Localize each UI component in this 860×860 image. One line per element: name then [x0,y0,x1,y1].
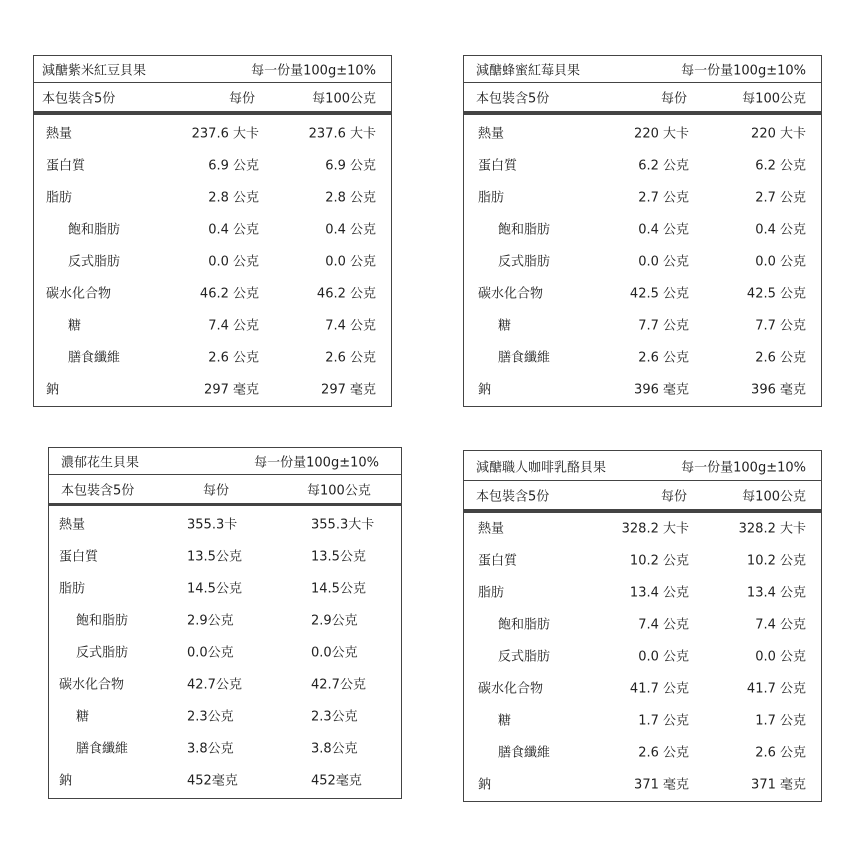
nutrient-row-trans-fat [34,244,391,276]
nutrient-row-sugar [49,699,401,731]
per-100g-value: 42.5 公克 [746,286,806,302]
per-serving-value: 0.0 公克 [208,254,259,270]
nutrient-row-calories [34,116,391,148]
per-serving-value: 396 毫克 [634,382,689,398]
per-100g-header: 每100公克 [312,91,376,106]
nutrient-name: 膳食纖維 [68,350,121,366]
nutrient-row-protein [34,148,391,180]
nutrient-name: 熱量 [59,517,86,533]
per-serving-value: 13.4 公克 [629,585,689,601]
nutrient-row-sodium [34,372,391,404]
per-serving-value: 0.0 公克 [638,649,689,665]
per-100g-value: 2.8 公克 [325,190,376,206]
nutrient-row-dietary-fiber [464,340,821,372]
per-100g-value: 396 毫克 [751,382,806,398]
per-100g-value: 41.7 公克 [746,681,806,697]
per-100g-value: 2.3公克 [311,709,358,725]
per-100g-value: 355.3大卡 [311,517,375,533]
nutrient-row-calories [464,511,821,543]
nutrient-row-sodium [464,767,821,799]
nutrient-name: 反式脂肪 [76,645,129,661]
product-title: 濃郁花生貝果 [61,455,140,471]
per-100g-value: 297 毫克 [321,382,376,398]
per-serving-value: 7.7 公克 [638,318,689,334]
per-serving-value: 2.6 公克 [208,350,259,366]
nutrient-name: 脂肪 [478,585,505,601]
package-servings: 本包裝含5份 [61,483,135,498]
nutrient-row-sugar [464,308,821,340]
column-header-row [464,82,821,112]
per-100g-value: 0.0公克 [311,645,358,661]
per-serving-value: 2.9公克 [187,613,234,629]
nutrient-name: 飽和脂肪 [498,617,551,633]
nutrient-name: 脂肪 [46,190,73,206]
per-100g-value: 0.4 公克 [325,222,376,238]
nutrient-row-sugar [34,308,391,340]
serving-size: 每一份量100g±10% [681,460,806,475]
per-serving-value: 2.6 公克 [638,350,689,366]
per-100g-value: 46.2 公克 [316,286,376,302]
nutrient-row-calories [464,116,821,148]
per-serving-value: 6.9 公克 [208,158,259,174]
nutrient-row-carbohydrate [34,276,391,308]
per-100g-value: 2.6 公克 [325,350,376,366]
nutrient-row-saturated-fat [49,603,401,635]
nutrition-panel-1 [33,55,392,407]
per-100g-value: 2.6 公克 [755,350,806,366]
nutrient-row-fat [34,180,391,212]
package-servings: 本包裝含5份 [476,91,550,106]
per-100g-value: 237.6 大卡 [308,126,376,142]
per-100g-value: 7.4 公克 [755,617,806,633]
per-100g-value: 0.0 公克 [755,254,806,270]
title-row [34,56,391,83]
title-row [464,56,821,83]
per-serving-header: 每份 [661,91,688,106]
nutrient-name: 碳水化合物 [59,677,125,693]
nutrient-name: 脂肪 [478,190,505,206]
per-serving-value: 10.2 公克 [629,553,689,569]
per-serving-value: 0.0 公克 [638,254,689,270]
per-100g-value: 328.2 大卡 [738,521,806,537]
per-serving-value: 2.8 公克 [208,190,259,206]
nutrient-name: 糖 [76,709,90,725]
column-header-row [34,82,391,112]
per-serving-value: 42.5 公克 [629,286,689,302]
product-title: 減醣職人咖啡乳酪貝果 [476,460,607,475]
nutrient-name: 飽和脂肪 [498,222,551,238]
per-serving-value: 371 毫克 [634,777,689,793]
per-100g-value: 14.5公克 [311,581,366,597]
per-serving-value: 41.7 公克 [629,681,689,697]
per-100g-value: 10.2 公克 [746,553,806,569]
per-serving-value: 42.7公克 [187,677,242,693]
per-serving-value: 355.3卡 [187,517,238,533]
per-100g-value: 371 毫克 [751,777,806,793]
per-100g-value: 0.4 公克 [755,222,806,238]
column-header-row [464,480,821,510]
nutrient-name: 蛋白質 [46,158,86,174]
nutrient-name: 碳水化合物 [478,681,544,697]
per-serving-header: 每份 [661,489,688,504]
nutrient-name: 飽和脂肪 [68,222,121,238]
nutrient-row-carbohydrate [49,667,401,699]
nutrient-name: 脂肪 [59,581,86,597]
per-serving-value: 7.4 公克 [208,318,259,334]
per-serving-value: 2.6 公克 [638,745,689,761]
per-100g-header: 每100公克 [742,91,806,106]
nutrient-row-saturated-fat [464,212,821,244]
nutrient-row-protein [49,539,401,571]
per-serving-value: 452毫克 [187,773,238,789]
nutrient-row-dietary-fiber [34,340,391,372]
package-servings: 本包裝含5份 [476,489,550,504]
nutrient-name: 糖 [498,318,512,334]
nutrient-row-fat [49,571,401,603]
nutrient-name: 鈉 [478,382,492,398]
per-serving-value: 2.3公克 [187,709,234,725]
nutrition-panel-2 [463,55,822,407]
nutrient-row-sugar [464,703,821,735]
per-100g-value: 2.9公克 [311,613,358,629]
header-separator [464,112,821,115]
header-separator [34,112,391,115]
nutrient-name: 鈉 [46,382,60,398]
nutrient-row-carbohydrate [464,276,821,308]
product-title: 減醣蜂蜜紅莓貝果 [476,63,581,79]
nutrition-panel-4 [463,450,822,802]
nutrient-row-carbohydrate [464,671,821,703]
serving-size: 每一份量100g±10% [681,63,806,79]
per-100g-value: 2.6 公克 [755,745,806,761]
nutrient-name: 反式脂肪 [498,649,551,665]
per-100g-value: 6.2 公克 [755,158,806,174]
per-100g-value: 2.7 公克 [755,190,806,206]
nutrient-row-calories [49,507,401,539]
nutrient-name: 鈉 [59,773,73,789]
per-100g-value: 7.7 公克 [755,318,806,334]
nutrition-panel-3 [48,447,402,799]
per-serving-value: 328.2 大卡 [621,521,689,537]
nutrient-row-trans-fat [464,244,821,276]
nutrient-name: 熱量 [478,521,505,537]
nutrient-row-trans-fat [464,639,821,671]
title-row [49,448,401,475]
per-serving-value: 3.8公克 [187,741,234,757]
package-servings: 本包裝含5份 [42,91,116,106]
per-100g-value: 220 大卡 [751,126,806,142]
per-serving-value: 7.4 公克 [638,617,689,633]
per-serving-value: 237.6 大卡 [191,126,259,142]
per-serving-value: 2.7 公克 [638,190,689,206]
product-title: 減醣紫米紅豆貝果 [42,63,147,79]
per-serving-value: 0.4 公克 [208,222,259,238]
per-100g-value: 13.5公克 [311,549,366,565]
header-separator [49,503,401,506]
nutrient-name: 反式脂肪 [68,254,121,270]
per-serving-header: 每份 [229,91,256,106]
nutrient-name: 蛋白質 [59,549,99,565]
per-100g-value: 13.4 公克 [746,585,806,601]
per-100g-value: 1.7 公克 [755,713,806,729]
per-serving-value: 297 毫克 [204,382,259,398]
nutrient-row-dietary-fiber [49,731,401,763]
nutrient-name: 膳食纖維 [498,745,551,761]
nutrient-name: 飽和脂肪 [76,613,129,629]
nutrient-row-protein [464,148,821,180]
title-row [464,451,821,481]
nutrient-name: 蛋白質 [478,158,518,174]
per-serving-value: 0.4 公克 [638,222,689,238]
per-serving-value: 1.7 公克 [638,713,689,729]
per-100g-value: 7.4 公克 [325,318,376,334]
per-serving-value: 13.5公克 [187,549,242,565]
nutrient-row-protein [464,543,821,575]
nutrient-row-trans-fat [49,635,401,667]
nutrient-row-fat [464,180,821,212]
per-100g-header: 每100公克 [307,483,371,498]
nutrient-name: 熱量 [46,126,73,142]
nutrient-name: 糖 [498,713,512,729]
nutrient-name: 碳水化合物 [46,286,112,302]
per-100g-value: 42.7公克 [311,677,366,693]
nutrient-name: 鈉 [478,777,492,793]
nutrient-row-dietary-fiber [464,735,821,767]
per-serving-value: 6.2 公克 [638,158,689,174]
per-serving-value: 220 大卡 [634,126,689,142]
nutrient-name: 碳水化合物 [478,286,544,302]
nutrient-row-sodium [464,372,821,404]
nutrient-name: 膳食纖維 [76,741,129,757]
per-100g-value: 452毫克 [311,773,362,789]
serving-size: 每一份量100g±10% [251,63,376,79]
nutrient-name: 膳食纖維 [498,350,551,366]
nutrient-name: 反式脂肪 [498,254,551,270]
per-serving-value: 14.5公克 [187,581,242,597]
per-serving-value: 0.0公克 [187,645,234,661]
per-100g-value: 0.0 公克 [325,254,376,270]
per-100g-value: 6.9 公克 [325,158,376,174]
nutrient-name: 蛋白質 [478,553,518,569]
per-serving-value: 46.2 公克 [199,286,259,302]
per-100g-value: 3.8公克 [311,741,358,757]
per-100g-value: 0.0 公克 [755,649,806,665]
serving-size: 每一份量100g±10% [254,455,379,471]
nutrient-name: 熱量 [478,126,505,142]
nutrient-row-saturated-fat [464,607,821,639]
per-serving-header: 每份 [203,483,230,498]
nutrient-row-sodium [49,763,401,795]
column-header-row [49,474,401,504]
nutrient-name: 糖 [68,318,82,334]
per-100g-header: 每100公克 [742,489,806,504]
nutrient-row-fat [464,575,821,607]
nutrient-row-saturated-fat [34,212,391,244]
